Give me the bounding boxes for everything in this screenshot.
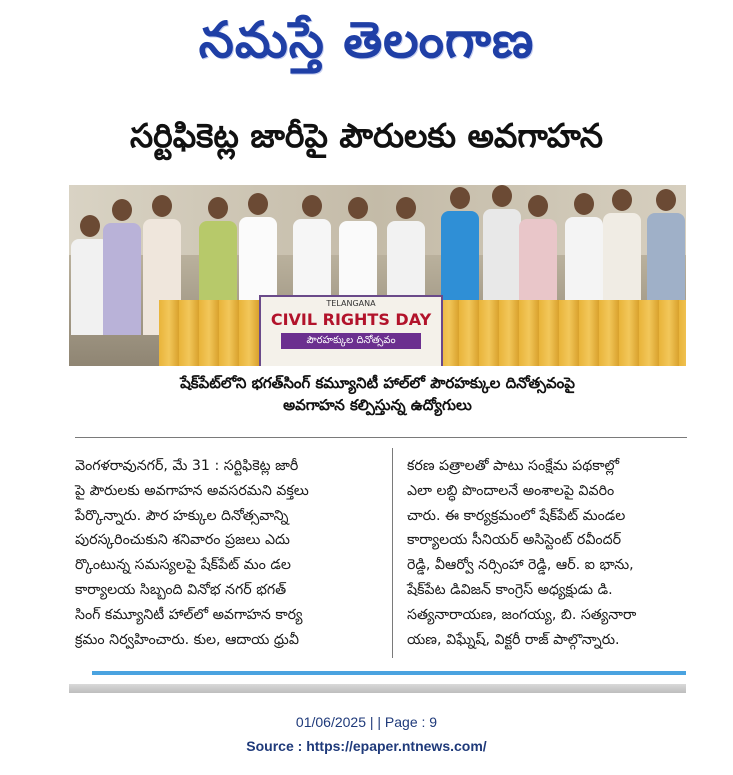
body-line: వెంగళరావునగర్, మే 31 : సర్టిఫికెట్ల జారీ: [75, 458, 299, 474]
body-line: కార్యాలయ సిబ్బంది వినోభ నగర్ భగత్: [75, 581, 287, 598]
caption-divider: [75, 437, 687, 438]
banner-top-text: TELANGANA: [326, 299, 376, 308]
body-line: సింగ్ కమ్యూనిటీ హాల్‌లో అవగాహన కార్య: [75, 606, 303, 623]
caption-line: అవగాహన కల్పిస్తున్న ఉద్యోగులు: [283, 396, 472, 414]
footer-date-page: 01/06/2025 | | Page : 9: [295, 714, 438, 730]
masthead-title: నమస్తే తెలంగాణ: [198, 10, 535, 69]
body-line: ఎలా లబ్ధి పొందాలనే అంశాలపై వివరిం: [407, 482, 615, 499]
banner-sub-text: పౌరహక్కుల దినోత్సవం: [281, 333, 421, 349]
article-photo: [69, 185, 686, 366]
banner-main-text: CIVIL RIGHTS DAY: [270, 310, 432, 329]
article-end-rule: [92, 671, 686, 675]
body-line: షేక్‌పేట డివిజన్ కాంగ్రెస్ అధ్యక్షుడు డి.: [407, 581, 613, 598]
article-body-left-column: [75, 454, 375, 652]
civil-rights-day-banner: [259, 295, 443, 366]
body-line: పురస్కరించుకుని శనివారం ప్రజలు ఎదు: [75, 532, 290, 549]
body-line: యణ, విఘ్నేష్, విక్టరీ రాజ్ పాల్గొన్నారు.: [407, 631, 620, 648]
body-line: పేర్కొన్నారు. పౌర హక్కుల దినోత్సవాన్ని: [75, 507, 289, 524]
caption-line: షేక్‌పేట్‌లోని భగత్‌సింగ్ కమ్యూనిటీ హాల్‌లో పౌరహక్కుల దినోత్సవంపై: [180, 374, 575, 392]
body-line: ర్కొంటున్న సమస్యలపై షేక్‌పేట్ మం డల: [75, 557, 291, 574]
footer-source: Source : https://epaper.ntnews.com/: [246, 738, 487, 754]
photo-caption: [69, 372, 686, 416]
article-body-right-column: [407, 454, 687, 652]
page-bottom-strip: [69, 684, 686, 693]
body-line: సత్యనారాయణ, జంగయ్య, బి. సత్యనారా: [407, 606, 637, 623]
body-line: కరణ పత్రాలతో పాటు సంక్షేమ పథకాల్లో: [407, 458, 620, 474]
body-line: రెడ్డి, వీఆర్వో నర్సింహా రెడ్డి, ఆర్. ఐ భాను,: [407, 557, 634, 574]
column-divider: [392, 448, 393, 658]
article-headline: సర్టిఫికెట్ల జారీపై పౌరులకు అవగాహన: [129, 116, 603, 155]
body-line: పై పౌరులకు అవగాహన అవసరమని వక్తలు: [75, 482, 309, 499]
body-line: చారు. ఈ కార్యక్రమంలో షేక్‌పేట్ మండల: [407, 507, 626, 524]
body-line: క్రమం నిర్వహించారు. కుల, ఆదాయ ధ్రువీ: [75, 631, 299, 648]
body-line: కార్యాలయ సీనియర్ అసిస్టెంట్ రవీందర్: [407, 532, 622, 549]
